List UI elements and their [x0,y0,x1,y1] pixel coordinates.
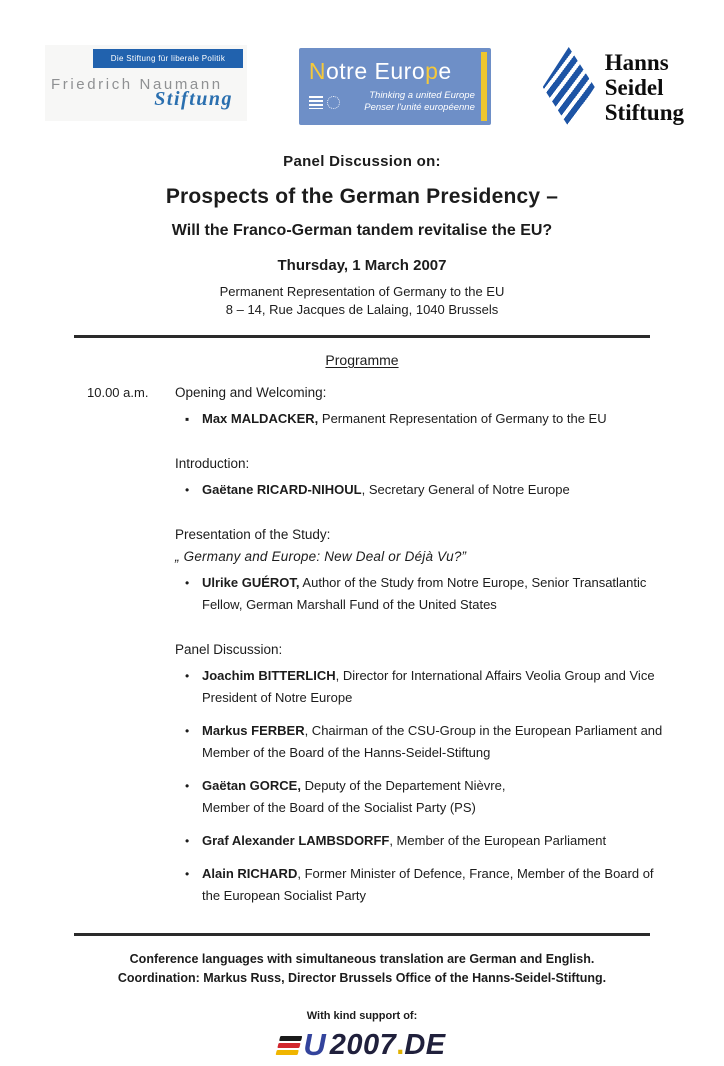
speaker-desc: Deputy of the Departement Nièvre, [300,778,506,793]
footer-note [0,950,724,988]
eu-stars-circle-icon [327,96,340,109]
bullet-icon: • [185,669,190,683]
fns-stiftung: Stiftung [154,88,233,110]
bullet-icon: ▪ [185,412,190,426]
event-venue [0,283,724,319]
speaker-item [175,830,664,852]
fns-name: Friedrich Naumann [51,76,223,93]
programme-section-opening [0,385,724,430]
speaker-name: Graf Alexander LAMBSDORFF [202,833,390,848]
eu2007-year: 2007 [329,1028,397,1061]
speaker-text [202,775,664,819]
speaker-desc: , Director for International Affairs Veolia Group and Vice President of Notre Europe [202,668,655,705]
document-header [0,153,724,319]
speaker-item [175,720,664,764]
hanns-seidel-stiftung-logo [543,47,684,127]
logo-row [0,0,724,125]
friedrich-naumann-stiftung-logo [45,45,247,121]
eu2007-u: U [303,1027,326,1062]
section-heading: Introduction: [175,456,250,471]
speaker-item [175,408,664,430]
speaker-name: Gaëtan GORCE, [202,778,301,793]
section-time-empty [87,456,175,501]
speaker-desc: Author of the Study from Notre Europe, Senior Transatlantic Fellow, German Marshall Fund of the United States [202,575,647,612]
speaker-text [202,665,664,709]
speaker-item [175,572,664,616]
speaker-text [202,830,664,852]
speaker-name: Ulrike GUÉROT, [202,575,300,590]
speaker-desc: , Chairman of the CSU-Group in the European Parliament and Member of the Board of the Hanns-Seidel-Stiftung [202,723,663,760]
bullet-icon: • [185,576,190,590]
speaker-text [202,408,664,430]
speaker-text [202,479,664,501]
notre-europe-title [309,58,475,85]
notre-europe-icons [309,96,340,109]
study-title: „ Germany and Europe: New Deal or Déjà Vu?” [175,549,467,564]
lines-icon [309,96,323,109]
speaker-text [202,720,664,764]
hss-line1: Hanns [604,49,669,75]
notre-europe-logo [299,48,491,125]
speaker-item [175,479,664,501]
bullet-icon: • [185,867,190,881]
speaker-desc: , Former Minister of Defence, France, Member of the Board of the European Socialist Party [202,866,654,903]
speaker-name: Gaëtane RICARD-NIHOUL [202,482,362,497]
ne-end: e [438,58,452,84]
footer-line2: Coordination: Markus Russ, Director Brussels Office of the Hanns-Seidel-Stiftung. [117,971,607,985]
bullet-icon: • [185,834,190,848]
programme-section-introduction [0,456,724,501]
speaker-text [202,572,664,616]
eu2007-de-logo [0,1024,724,1066]
programme-list [0,385,724,921]
hss-diamond-icon [543,47,595,127]
speaker-desc: Permanent Representation of Germany to the EU [318,411,607,426]
bullet-icon: • [185,483,190,497]
notre-europe-subtitle-row [309,90,475,114]
event-subtitle: Will the Franco-German tandem revitalise the EU? [171,222,553,239]
ne-mid: otre Euro [326,58,426,84]
ne-letter-p: p [425,58,439,84]
notre-europe-subtitle [345,90,475,114]
speaker-desc: , Member of the European Parliament [389,833,607,848]
speaker-item [175,863,664,907]
speaker-desc-line2: Member of the Board of the Socialist Party (PS) [202,800,476,815]
event-date: Thursday, 1 March 2007 [277,257,447,274]
ne-subtitle-en: Thinking a united Europe [369,90,475,101]
bullet-icon: • [185,724,190,738]
programme-section-study [0,527,724,616]
hss-line3: Stiftung [604,99,684,125]
section-heading: Panel Discussion: [175,642,283,657]
notre-europe-accent-bar [481,52,487,121]
eu2007-dot: . [396,1028,405,1061]
programme-section-panel [0,642,724,907]
programme-heading-text: Programme [325,352,399,368]
event-kicker: Panel Discussion on: [283,153,441,170]
speaker-item [175,775,664,819]
event-title: Prospects of the German Presidency – [165,185,559,208]
support-label: With kind support of: [306,1010,418,1022]
venue-line1: Permanent Representation of Germany to the EU [219,284,505,299]
section-time-empty [87,642,175,907]
venue-line2: 8 – 14, Rue Jacques de Lalaing, 1040 Brussels [225,302,499,317]
section-heading: Presentation of the Study: [175,527,331,542]
bullet-icon: • [185,779,190,793]
speaker-name: Joachim BITTERLICH [202,668,336,683]
speaker-name: Max MALDACKER, [202,411,319,426]
hss-name [605,50,684,125]
footer-line1: Conference languages with simultaneous translation are German and English. [129,952,595,966]
ne-subtitle-fr: Penser l'unité européenne [364,102,475,113]
eu2007-e-stripes-icon [276,1036,303,1055]
speaker-name: Alain RICHARD [202,866,298,881]
top-divider [74,335,650,338]
speaker-item [175,665,664,709]
section-heading: Opening and Welcoming: [175,385,327,400]
hss-line2: Seidel [604,74,664,100]
section-time-empty [87,527,175,616]
bottom-divider [74,933,650,936]
speaker-text [202,863,664,907]
fns-tagline-bar [93,49,243,68]
eu2007-de: DE [404,1028,446,1061]
ne-letter-n: N [308,58,326,84]
section-time: 10.00 a.m. [87,385,149,400]
speaker-name: Markus FERBER [202,723,305,738]
programme-heading [0,352,724,368]
fns-tagline: Die Stiftung für liberale Politik [110,54,226,63]
speaker-desc: , Secretary General of Notre Europe [361,482,570,497]
